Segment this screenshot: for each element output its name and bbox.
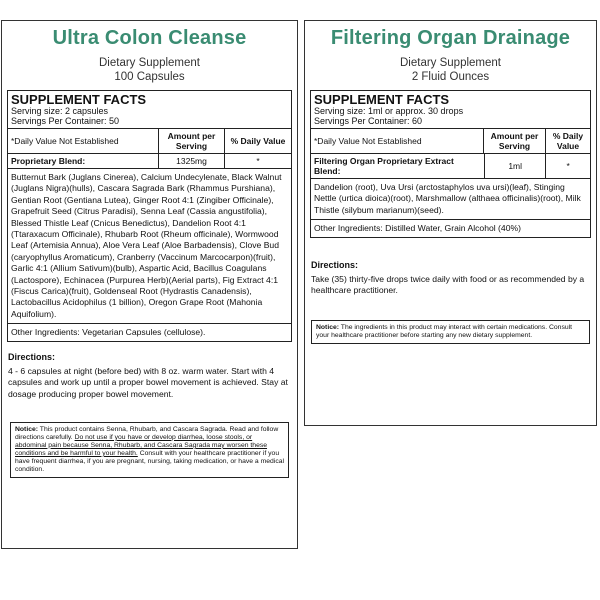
blend-name: Filtering Organ Proprietary Extract Blend:: [311, 154, 485, 178]
supplement-facts-table: [7, 90, 292, 342]
product-title: Filtering Organ Drainage: [330, 27, 571, 49]
blend-amount: 1325mg: [159, 154, 225, 168]
directions-title: Directions:: [311, 260, 359, 271]
notice-box: [10, 422, 289, 478]
dv-header: % Daily Value: [552, 131, 584, 151]
facts-column-headers: [8, 129, 291, 154]
directions-section: [8, 352, 291, 400]
filtering-organ-drainage-label: [304, 20, 597, 426]
facts-header: [311, 91, 590, 129]
daily-value-note: *Daily Value Not Established: [311, 129, 484, 153]
blend-row: [8, 154, 291, 169]
blend-name: Proprietary Blend:: [8, 154, 159, 168]
directions-text: Take (35) thirty-five drops twice daily with food or as recommended by a healthcare practitioner.: [311, 273, 585, 296]
notice-label: Notice:: [15, 425, 39, 433]
supplement-facts-table: [310, 90, 591, 238]
blend-amount: 1ml: [485, 154, 546, 178]
notice-warning: Do not use if you have or develop diarrhea, loose stools, or abdominal pain because Senna, Rhubarb, and Cascara Sagrada may worsen these conditions and be harmful to your health.: [15, 433, 268, 457]
notice-label: Notice:: [316, 324, 340, 332]
servings-per-container: Servings Per Container: 50: [11, 116, 120, 126]
product-type: Dietary Supplement: [99, 57, 200, 69]
directions-section: [311, 260, 590, 296]
product-type: Dietary Supplement: [400, 57, 501, 69]
amount-header: Amount per Serving: [484, 129, 546, 153]
notice-text-end: Consult with your healthcare practitioner if you have frequent diarrhea, if you are pregnant, nursing, taking medication, or have a medical condition.: [15, 449, 285, 473]
amount-header: Amount per Serving: [159, 129, 225, 153]
ingredients-list: Dandelion (root), Uva Ursi (arctostaphylos uva ursi)(leaf), Stinging Nettle (urtica dioica)(root), Marshmallow (althaea officinalis)(root), Milk Thistle (silybum marianum)(seed).: [311, 179, 590, 220]
notice-text: This product contains Senna, Rhubarb, and Cascara Sagrada. Read and follow directions carefully.: [15, 425, 279, 441]
facts-heading: SUPPLEMENT FACTS: [314, 92, 450, 107]
product-title: Ultra Colon Cleanse: [52, 27, 247, 49]
dv-header: % Daily Value: [230, 136, 286, 146]
notice-text: The ingredients in this product may interact with certain medications. Consult your healthcare practitioner before starting any new dietary supplement.: [316, 324, 573, 340]
other-ingredients: Other Ingredients: Vegetarian Capsules (cellulose).: [11, 327, 206, 338]
other-ingredients: Other Ingredients: Distilled Water, Grain Alcohol (40%): [314, 223, 521, 234]
product-quantity: 100 Capsules: [114, 71, 185, 83]
ultra-colon-cleanse-label: [1, 20, 298, 549]
facts-header: [8, 91, 291, 129]
servings-per-container: Servings Per Container: 60: [314, 116, 423, 126]
blend-row: [311, 154, 590, 179]
blend-dv: *: [566, 161, 570, 171]
directions-text: 4 - 6 capsules at night (before bed) with 8 oz. warm water. Start with 4 capsules and work up until a proper bowel movement is achieved. Stay at dosage producing proper bowel movement.: [8, 365, 288, 399]
facts-column-headers: [311, 129, 590, 154]
directions-title: Directions:: [8, 352, 56, 363]
blend-dv: *: [256, 156, 260, 166]
daily-value-note: *Daily Value Not Established: [8, 129, 159, 153]
product-quantity: 2 Fluid Ounces: [411, 71, 490, 83]
serving-size: Serving size: 1ml or approx. 30 drops: [314, 106, 464, 116]
ingredients-list: Butternut Bark (Juglans Cinerea), Calcium Undecylenate, Black Walnut (Juglans Nigra)(hulls), Cascara Sagrada Bark (Rhammus Purshiana), Gentian Root (Gentiana Lutea), Ginger Root 4:1 (Zingiber Officinale), Grapefruit Seed (Citrus Paradisi), Senna Leaf (Cassia angustifolia), Blessed Thistle Leaf (Cnicus Benedictus), Dandelion Root 4:1 (Ttaraxacum Officinale), Rhubarb Root (Rheum officinale), Wormwood Leaf (Artemisia Annua), Aloe Vera Leaf (Aloe Barbadensis), Clove Bud (caryophyllus Aromaticum), Cranberry (Vaccinum Marcocarpon)(fruit), Garlic 4:1 (Allium Sativum)(bulb), Aspartic Acid, Bacillus Coagulans (Lactospore), Echinacea (Purpurea Herb)(Aerial parts), Fig Extract 4:1 (Fiscus Carica)(fruit), Goldenseal Root (Hydrastis Canadensis), Lactobacillus Acidophilus (1 billion), Oregon Grape Root (Mahonia Aquifolium).: [8, 169, 291, 324]
facts-heading: SUPPLEMENT FACTS: [11, 92, 147, 107]
notice-box: [311, 320, 590, 344]
serving-size: Serving size: 2 capsules: [11, 106, 109, 116]
